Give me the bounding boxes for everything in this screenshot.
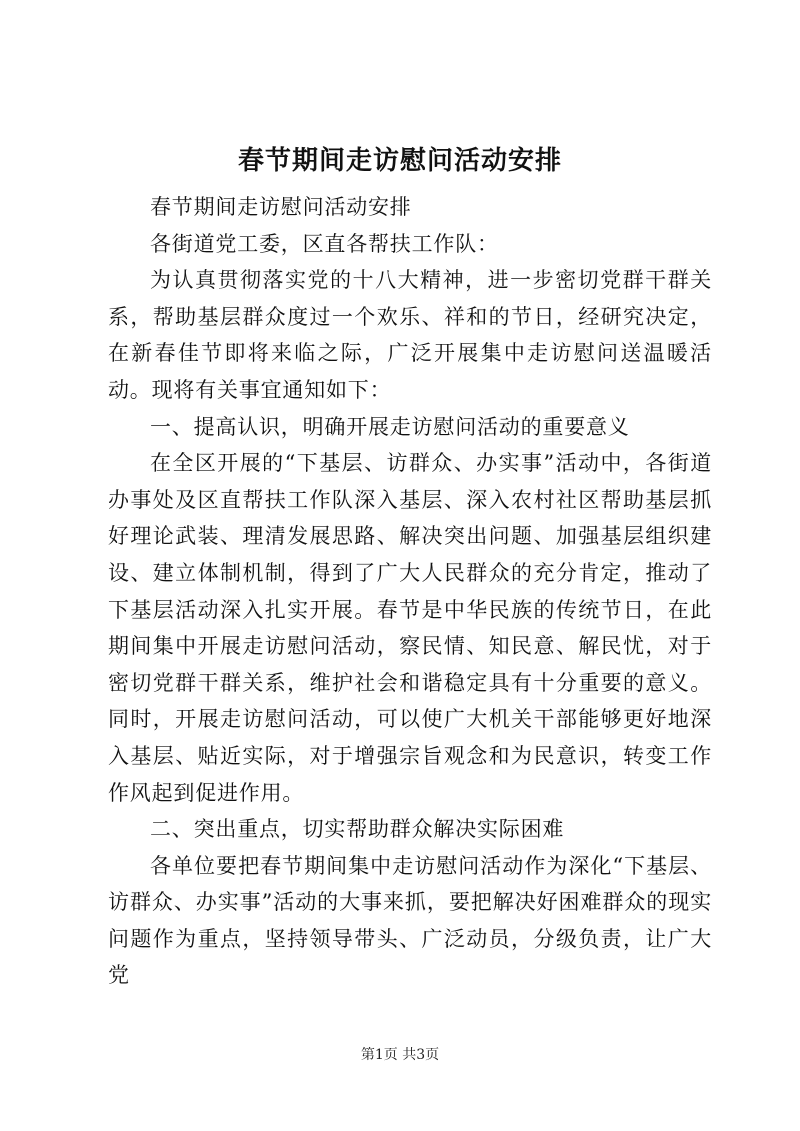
paragraph-intro: 为认真贯彻落实党的十八大精神，进一步密切党群干群关系，帮助基层群众度过一个欢乐、祥和的节日，经研究决定，在新春佳节即将来临之际，广泛开展集中走访慰问送温暖活动。现将有关事宜通知如下： [108, 268, 712, 402]
section-heading-2: 二、突出重点，切实帮助群众解决实际困难 [150, 817, 565, 842]
document-title: 春节期间走访慰问活动安排 [237, 146, 562, 176]
paragraph-section-1: 在全区开展的“下基层、访群众、办实事”活动中，各街道办事处及区直帮扶工作队深入基层、深入农村社区帮助基层抓好理论武装、理清发展思路、解决突出问题、加强基层组织建设、建立体制机制，得到了广大人民群众的充分肯定，推动了下基层活动深入扎实开展。春节是中华民族的传统节日，在此期间集中开展走访慰问活动，察民情、知民意、解民忧，对于密切党群干群关系，维护社会和谐稳定具有十分重要的意义。同时，开展走访慰问活动，可以使广大机关干部能够更好地深入基层、贴近实际，对于增强宗旨观念和为民意识，转变工作作风起到促进作用。 [108, 451, 712, 805]
section-heading-1: 一、提高认识，明确开展走访慰问活动的重要意义 [150, 414, 630, 439]
paragraph-salutation: 各街道党工委，区直各帮扶工作队： [150, 231, 499, 256]
page-footer [0, 1044, 800, 1064]
paragraph-section-2: 各单位要把春节期间集中走访慰问活动作为深化“下基层、访群众、办实事”活动的大事来抓，要把解决好困难群众的现实问题作为重点，坚持领导带头、广泛动员，分级负责，让广大党 [108, 853, 712, 988]
document-body [108, 189, 712, 994]
paragraph-subtitle: 春节期间走访慰问活动安排 [150, 195, 412, 219]
page-number-indicator: 第1页 共3页 [360, 1047, 440, 1063]
